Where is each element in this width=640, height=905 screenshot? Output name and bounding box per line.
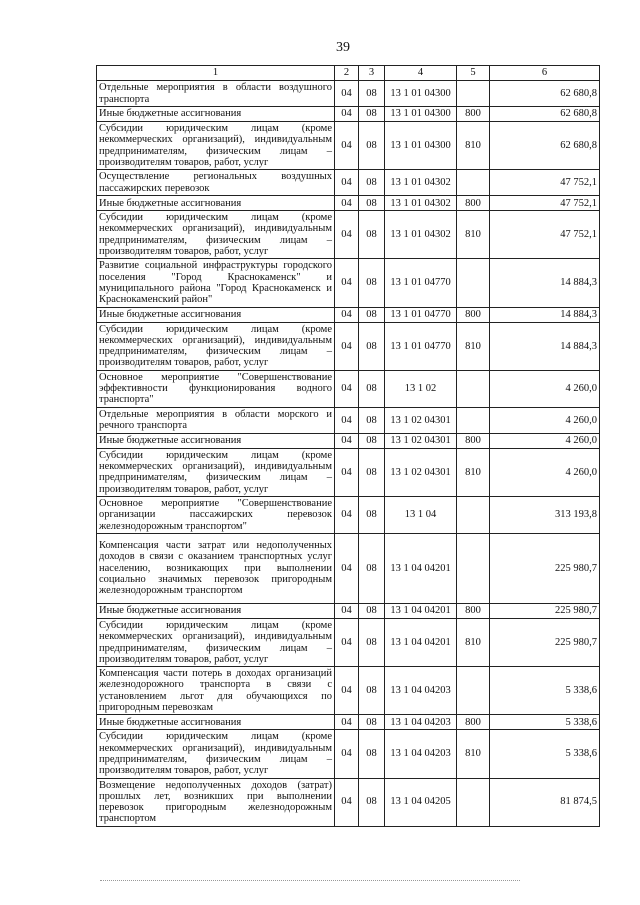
amount-cell: 14 884,3: [490, 307, 600, 322]
row-name-cell: Осуществление региональных воздушных пассажирских перевозок: [97, 170, 335, 196]
row-name-cell: Иные бюджетные ассигнования: [97, 433, 335, 448]
target-article-cell: 13 1 04 04203: [385, 667, 457, 715]
table-row: [97, 496, 600, 533]
section-cell: 04: [335, 448, 359, 496]
row-name-cell: Субсидии юридическим лицам (кроме некоммерческих организаций), индивидуальным предпринимателям, физическим лицам – производителям товаров, работ, услуг: [97, 448, 335, 496]
table-row: [97, 533, 600, 603]
amount-cell: 5 338,6: [490, 667, 600, 715]
amount-cell: 313 193,8: [490, 496, 600, 533]
target-article-cell: 13 1 02: [385, 370, 457, 407]
target-article-cell: 13 1 04 04201: [385, 618, 457, 666]
subsection-cell: 08: [359, 196, 385, 211]
section-cell: 04: [335, 122, 359, 170]
table-row: [97, 667, 600, 715]
target-article-cell: 13 1 02 04301: [385, 448, 457, 496]
header-cell: 2: [335, 66, 359, 81]
subsection-cell: 08: [359, 307, 385, 322]
expense-type-cell: 800: [457, 433, 490, 448]
section-cell: 04: [335, 211, 359, 259]
target-article-cell: 13 1 04: [385, 496, 457, 533]
expense-type-cell: 800: [457, 196, 490, 211]
amount-cell: 5 338,6: [490, 715, 600, 730]
table-row: [97, 618, 600, 666]
page-number: 39: [336, 40, 350, 55]
section-cell: 04: [335, 715, 359, 730]
section-cell: 04: [335, 407, 359, 433]
row-name-cell: Иные бюджетные ассигнования: [97, 196, 335, 211]
expense-type-cell: 810: [457, 322, 490, 370]
target-article-cell: 13 1 04 04203: [385, 715, 457, 730]
expense-type-cell: [457, 496, 490, 533]
header-cell: 3: [359, 66, 385, 81]
amount-cell: 47 752,1: [490, 170, 600, 196]
amount-cell: 14 884,3: [490, 322, 600, 370]
expense-type-cell: 810: [457, 448, 490, 496]
amount-cell: 14 884,3: [490, 259, 600, 307]
table-row: [97, 433, 600, 448]
header-cell: 6: [490, 66, 600, 81]
subsection-cell: 08: [359, 433, 385, 448]
target-article-cell: 13 1 04 04205: [385, 778, 457, 826]
section-cell: 04: [335, 259, 359, 307]
target-article-cell: 13 1 01 04302: [385, 196, 457, 211]
expense-type-cell: [457, 778, 490, 826]
target-article-cell: 13 1 01 04770: [385, 259, 457, 307]
amount-cell: 225 980,7: [490, 533, 600, 603]
amount-cell: 4 260,0: [490, 370, 600, 407]
row-name-cell: Субсидии юридическим лицам (кроме некоммерческих организаций), индивидуальным предпринимателям, физическим лицам – производителям товаров, работ, услуг: [97, 618, 335, 666]
section-cell: 04: [335, 196, 359, 211]
expense-type-cell: [457, 533, 490, 603]
section-cell: 04: [335, 433, 359, 448]
expense-type-cell: [457, 259, 490, 307]
target-article-cell: 13 1 02 04301: [385, 407, 457, 433]
section-cell: 04: [335, 370, 359, 407]
subsection-cell: 08: [359, 81, 385, 107]
row-name-cell: Иные бюджетные ассигнования: [97, 107, 335, 122]
subsection-cell: 08: [359, 322, 385, 370]
subsection-cell: 08: [359, 496, 385, 533]
bottom-dotted-line: [100, 880, 520, 881]
target-article-cell: 13 1 01 04302: [385, 211, 457, 259]
table-row: [97, 603, 600, 618]
amount-cell: 47 752,1: [490, 211, 600, 259]
table-row: [97, 122, 600, 170]
table-row: [97, 196, 600, 211]
expense-type-cell: 810: [457, 618, 490, 666]
subsection-cell: 08: [359, 259, 385, 307]
header-cell: 5: [457, 66, 490, 81]
target-article-cell: 13 1 02 04301: [385, 433, 457, 448]
table-row: [97, 730, 600, 778]
expense-type-cell: 800: [457, 307, 490, 322]
subsection-cell: 08: [359, 778, 385, 826]
section-cell: 04: [335, 778, 359, 826]
section-cell: 04: [335, 307, 359, 322]
expense-type-cell: 800: [457, 715, 490, 730]
amount-cell: 225 980,7: [490, 603, 600, 618]
row-name-cell: Развитие социальной инфраструктуры городского поселения "Город Краснокаменск" и муниципального района "Город Краснокаменск и Краснокаменский район": [97, 259, 335, 307]
amount-cell: 62 680,8: [490, 107, 600, 122]
target-article-cell: 13 1 01 04300: [385, 107, 457, 122]
section-cell: 04: [335, 322, 359, 370]
expense-type-cell: [457, 170, 490, 196]
subsection-cell: 08: [359, 170, 385, 196]
subsection-cell: 08: [359, 603, 385, 618]
target-article-cell: 13 1 01 04302: [385, 170, 457, 196]
table-row: [97, 107, 600, 122]
expense-type-cell: [457, 667, 490, 715]
subsection-cell: 08: [359, 407, 385, 433]
amount-cell: 47 752,1: [490, 196, 600, 211]
table-row: [97, 322, 600, 370]
amount-cell: 225 980,7: [490, 618, 600, 666]
table-row: [97, 715, 600, 730]
header-cell: 4: [385, 66, 457, 81]
subsection-cell: 08: [359, 370, 385, 407]
section-cell: 04: [335, 107, 359, 122]
subsection-cell: 08: [359, 122, 385, 170]
expense-type-cell: 810: [457, 211, 490, 259]
table-row: [97, 448, 600, 496]
row-name-cell: Иные бюджетные ассигнования: [97, 715, 335, 730]
row-name-cell: Возмещение недополученных доходов (затрат) прошлых лет, возникших при выполнении перевозок пригородным железнодорожным транспортом: [97, 778, 335, 826]
target-article-cell: 13 1 01 04300: [385, 81, 457, 107]
header-row: [97, 66, 600, 81]
header-cell: 1: [97, 66, 335, 81]
row-name-cell: Субсидии юридическим лицам (кроме некоммерческих организаций), индивидуальным предпринимателям, физическим лицам – производителям товаров, работ, услуг: [97, 211, 335, 259]
section-cell: 04: [335, 533, 359, 603]
table-row: [97, 307, 600, 322]
row-name-cell: Отдельные мероприятия в области воздушного транспорта: [97, 81, 335, 107]
row-name-cell: Основное мероприятие "Совершенствование эффективности функционирования водного транспорта": [97, 370, 335, 407]
amount-cell: 62 680,8: [490, 81, 600, 107]
row-name-cell: Субсидии юридическим лицам (кроме некоммерческих организаций), индивидуальным предпринимателям, физическим лицам – производителям товаров, работ, услуг: [97, 122, 335, 170]
amount-cell: 5 338,6: [490, 730, 600, 778]
section-cell: 04: [335, 603, 359, 618]
row-name-cell: Иные бюджетные ассигнования: [97, 307, 335, 322]
subsection-cell: 08: [359, 211, 385, 259]
table-row: [97, 211, 600, 259]
expense-type-cell: [457, 81, 490, 107]
subsection-cell: 08: [359, 618, 385, 666]
expense-type-cell: 810: [457, 730, 490, 778]
expense-type-cell: [457, 407, 490, 433]
table-row: [97, 81, 600, 107]
budget-table: [96, 65, 600, 827]
row-name-cell: Отдельные мероприятия в области морского и речного транспорта: [97, 407, 335, 433]
section-cell: 04: [335, 667, 359, 715]
table-row: [97, 407, 600, 433]
section-cell: 04: [335, 496, 359, 533]
expense-type-cell: 800: [457, 107, 490, 122]
section-cell: 04: [335, 81, 359, 107]
row-name-cell: Компенсация части потерь в доходах организаций железнодорожного транспорта в связи с установлением льгот для обучающихся по пригородным перевозкам: [97, 667, 335, 715]
target-article-cell: 13 1 01 04300: [385, 122, 457, 170]
subsection-cell: 08: [359, 715, 385, 730]
target-article-cell: 13 1 04 04203: [385, 730, 457, 778]
table-row: [97, 370, 600, 407]
row-name-cell: Основное мероприятие "Совершенствование организации пассажирских перевозок железнодорожным транспортом": [97, 496, 335, 533]
section-cell: 04: [335, 730, 359, 778]
row-name-cell: Субсидии юридическим лицам (кроме некоммерческих организаций), индивидуальным предпринимателям, физическим лицам – производителям товаров, работ, услуг: [97, 730, 335, 778]
row-name-cell: Субсидии юридическим лицам (кроме некоммерческих организаций), индивидуальным предпринимателям, физическим лицам – производителям товаров, работ, услуг: [97, 322, 335, 370]
table-row: [97, 259, 600, 307]
section-cell: 04: [335, 618, 359, 666]
target-article-cell: 13 1 04 04201: [385, 603, 457, 618]
section-cell: 04: [335, 170, 359, 196]
subsection-cell: 08: [359, 730, 385, 778]
target-article-cell: 13 1 04 04201: [385, 533, 457, 603]
row-name-cell: Иные бюджетные ассигнования: [97, 603, 335, 618]
table-row: [97, 170, 600, 196]
amount-cell: 4 260,0: [490, 433, 600, 448]
amount-cell: 81 874,5: [490, 778, 600, 826]
target-article-cell: 13 1 01 04770: [385, 322, 457, 370]
expense-type-cell: 810: [457, 122, 490, 170]
subsection-cell: 08: [359, 667, 385, 715]
expense-type-cell: [457, 370, 490, 407]
subsection-cell: 08: [359, 448, 385, 496]
amount-cell: 62 680,8: [490, 122, 600, 170]
amount-cell: 4 260,0: [490, 448, 600, 496]
subsection-cell: 08: [359, 107, 385, 122]
target-article-cell: 13 1 01 04770: [385, 307, 457, 322]
row-name-cell: Компенсация части затрат или недополученных доходов в связи с оказанием транспортных услуг населению, возникающих при выполнении социально значимых перевозок пригородным железнодорожным транспортом: [97, 533, 335, 603]
table-row: [97, 778, 600, 826]
subsection-cell: 08: [359, 533, 385, 603]
amount-cell: 4 260,0: [490, 407, 600, 433]
expense-type-cell: 800: [457, 603, 490, 618]
